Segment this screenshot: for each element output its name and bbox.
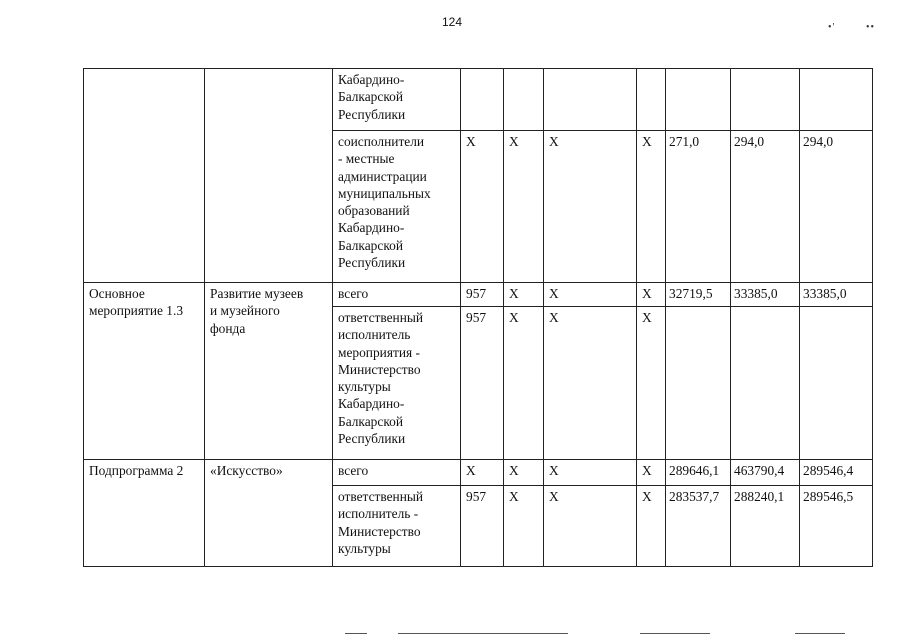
value-cell-year2: 294,0 (731, 131, 800, 283)
budget-table (83, 68, 873, 567)
value-cell-year3 (800, 69, 873, 131)
performer-text: соисполнители - местные администрации муниципальных образований Кабардино- Балкарской Республики (338, 134, 431, 271)
performer-text: ответственный исполнитель - Министерство культуры (338, 489, 424, 556)
performer-text: Кабардино- Балкарской Республики (338, 72, 406, 122)
name-cell (205, 460, 333, 567)
scan-artifact-mark: •' (828, 22, 836, 33)
scan-footer-line (795, 633, 845, 634)
section-cell: X (504, 307, 544, 460)
performer-cell (333, 131, 461, 283)
target-article-cell: X (544, 307, 637, 460)
section-cell: X (504, 460, 544, 486)
code-cell: X (461, 131, 504, 283)
performer-cell (333, 283, 461, 307)
expense-type-cell: X (637, 460, 666, 486)
performer-cell (333, 486, 461, 567)
expense-type-cell: X (637, 131, 666, 283)
expense-type-cell (637, 69, 666, 131)
value-cell-year1 (666, 69, 731, 131)
value-cell-year3: 289546,4 (800, 460, 873, 486)
target-article-cell: X (544, 283, 637, 307)
code-cell: X (461, 460, 504, 486)
target-article-cell: X (544, 131, 637, 283)
value-cell-year3 (800, 307, 873, 460)
performer-cell (333, 307, 461, 460)
section-cell: X (504, 131, 544, 283)
section-cell: X (504, 486, 544, 567)
code-cell: 957 (461, 486, 504, 567)
value-cell-year1: 271,0 (666, 131, 731, 283)
status-cell (84, 69, 205, 283)
value-cell-year2: 463790,4 (731, 460, 800, 486)
performer-text: всего (338, 463, 369, 478)
page-number: 124 (441, 15, 463, 29)
value-cell-year2 (731, 307, 800, 460)
value-cell-year2 (731, 69, 800, 131)
scan-footer-line (640, 633, 710, 634)
code-cell: 957 (461, 307, 504, 460)
performer-cell (333, 460, 461, 486)
expense-type-cell: X (637, 486, 666, 567)
performer-text: ответственный исполнитель мероприятия - Министерство культуры Кабардино- Балкарской Республики (338, 310, 424, 447)
code-cell: 957 (461, 283, 504, 307)
scan-footer-line (345, 633, 367, 634)
target-article-cell: X (544, 486, 637, 567)
value-cell-year2: 288240,1 (731, 486, 800, 567)
table-row (84, 460, 873, 486)
expense-type-cell: X (637, 307, 666, 460)
table-row (84, 283, 873, 307)
section-cell (504, 69, 544, 131)
performer-cell (333, 69, 461, 131)
value-cell-year1 (666, 307, 731, 460)
scan-footer-line (398, 633, 568, 634)
name-text: «Искусство» (210, 463, 283, 478)
value-cell-year1: 32719,5 (666, 283, 731, 307)
code-cell (461, 69, 504, 131)
status-cell (84, 460, 205, 567)
status-text: Подпрограмма 2 (89, 463, 184, 478)
scan-artifact-mark: •• (866, 22, 876, 33)
value-cell-year3: 33385,0 (800, 283, 873, 307)
target-article-cell: X (544, 460, 637, 486)
value-cell-year1: 283537,7 (666, 486, 731, 567)
table-row (84, 69, 873, 131)
name-cell (205, 69, 333, 283)
section-cell: X (504, 283, 544, 307)
status-text: Основное мероприятие 1.3 (89, 286, 184, 319)
value-cell-year1: 289646,1 (666, 460, 731, 486)
performer-text: всего (338, 286, 369, 301)
status-cell (84, 283, 205, 460)
name-text: Развитие музеев и музейного фонда (210, 286, 304, 336)
name-cell (205, 283, 333, 460)
target-article-cell (544, 69, 637, 131)
value-cell-year2: 33385,0 (731, 283, 800, 307)
value-cell-year3: 294,0 (800, 131, 873, 283)
expense-type-cell: X (637, 283, 666, 307)
value-cell-year3: 289546,5 (800, 486, 873, 567)
